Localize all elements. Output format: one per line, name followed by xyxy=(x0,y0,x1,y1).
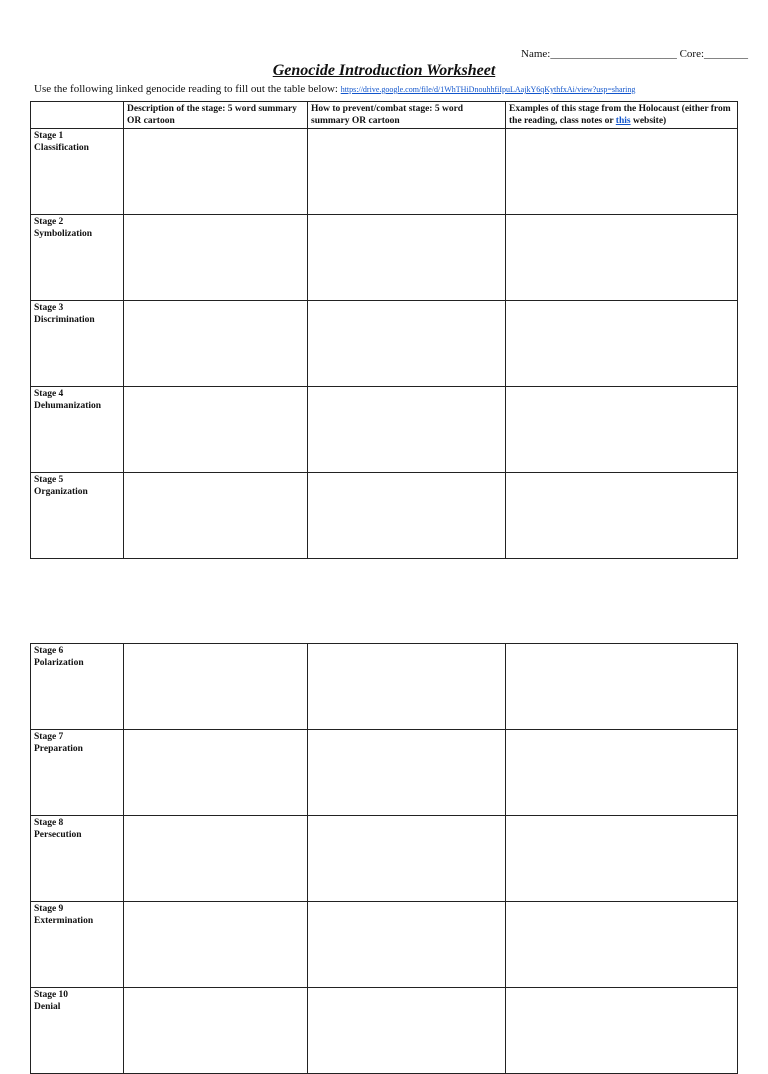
examples-cell[interactable] xyxy=(506,816,738,902)
prevent-cell[interactable] xyxy=(308,902,506,988)
stage-label-cell xyxy=(31,988,124,1074)
stage-label-cell xyxy=(31,816,124,902)
header-examples-text: Examples of this stage from the Holocaust (either from the reading, class notes or xyxy=(509,104,731,126)
examples-cell[interactable] xyxy=(506,215,738,301)
stage-label-cell xyxy=(31,473,124,559)
stage-label-cell xyxy=(31,902,124,988)
name-label: Name: xyxy=(521,48,551,60)
stage-name: Preparation xyxy=(34,744,83,754)
examples-cell[interactable] xyxy=(506,988,738,1074)
prevent-cell[interactable] xyxy=(308,387,506,473)
examples-cell[interactable] xyxy=(506,301,738,387)
stage-number: Stage 3 xyxy=(34,303,64,313)
header-blank-cell xyxy=(31,102,124,129)
stage-name: Extermination xyxy=(34,916,94,926)
description-cell[interactable] xyxy=(124,301,308,387)
description-cell[interactable] xyxy=(124,816,308,902)
stage-number: Stage 10 xyxy=(34,990,69,1000)
examples-cell[interactable] xyxy=(506,387,738,473)
prevent-cell[interactable] xyxy=(308,129,506,215)
examples-cell[interactable] xyxy=(506,902,738,988)
stage-name: Classification xyxy=(34,143,89,153)
header-examples-suffix: website) xyxy=(630,116,667,126)
header-row xyxy=(31,102,738,129)
prevent-cell[interactable] xyxy=(308,988,506,1074)
prevent-cell[interactable] xyxy=(308,644,506,730)
examples-cell[interactable] xyxy=(506,730,738,816)
stage-name: Denial xyxy=(34,1002,61,1012)
stage-row xyxy=(31,816,738,902)
stage-number: Stage 7 xyxy=(34,732,64,742)
description-cell[interactable] xyxy=(124,129,308,215)
stage-row xyxy=(31,215,738,301)
stage-label-cell xyxy=(31,730,124,816)
name-core-line xyxy=(521,48,748,60)
core-label: Core: xyxy=(679,48,705,60)
description-cell[interactable] xyxy=(124,387,308,473)
stage-number: Stage 5 xyxy=(34,475,64,485)
stage-number: Stage 1 xyxy=(34,131,64,141)
stages-table-page-2 xyxy=(30,643,738,1074)
instructions-text: Use the following linked genocide reading to fill out the table below: xyxy=(34,83,341,95)
description-cell[interactable] xyxy=(124,215,308,301)
stage-row xyxy=(31,387,738,473)
examples-cell[interactable] xyxy=(506,644,738,730)
stage-label-cell xyxy=(31,301,124,387)
stage-row xyxy=(31,301,738,387)
header-prevent: How to prevent/combat stage: 5 word summary OR cartoon xyxy=(308,102,506,129)
stage-row xyxy=(31,473,738,559)
description-cell[interactable] xyxy=(124,730,308,816)
stage-label-cell xyxy=(31,129,124,215)
stage-number: Stage 9 xyxy=(34,904,64,914)
header-examples xyxy=(506,102,738,129)
prevent-cell[interactable] xyxy=(308,730,506,816)
description-cell[interactable] xyxy=(124,988,308,1074)
prevent-cell[interactable] xyxy=(308,301,506,387)
stage-row xyxy=(31,129,738,215)
header-description: Description of the stage: 5 word summary OR cartoon xyxy=(124,102,308,129)
worksheet-title: Genocide Introduction Worksheet xyxy=(272,62,496,79)
core-field[interactable]: ________ xyxy=(704,48,749,60)
stage-number: Stage 6 xyxy=(34,646,64,656)
stage-label-cell xyxy=(31,387,124,473)
stage-label-cell xyxy=(31,644,124,730)
examples-cell[interactable] xyxy=(506,129,738,215)
stage-row xyxy=(31,988,738,1074)
prevent-cell[interactable] xyxy=(308,816,506,902)
stage-name: Dehumanization xyxy=(34,401,102,411)
reading-link[interactable]: https://drive.google.com/file/d/1WhTHiDnouhhfiIpuLAajkY6qKythfxAi/view?usp=sharing xyxy=(340,85,636,94)
description-cell[interactable] xyxy=(124,902,308,988)
stage-name: Polarization xyxy=(34,658,84,668)
stages-table-page-1 xyxy=(30,101,738,559)
stage-number: Stage 8 xyxy=(34,818,64,828)
description-cell[interactable] xyxy=(124,473,308,559)
examples-cell[interactable] xyxy=(506,473,738,559)
description-cell[interactable] xyxy=(124,644,308,730)
stage-name: Symbolization xyxy=(34,229,93,239)
prevent-cell[interactable] xyxy=(308,473,506,559)
stage-row xyxy=(31,730,738,816)
prevent-cell[interactable] xyxy=(308,215,506,301)
name-field[interactable]: _______________________ xyxy=(550,48,677,60)
stage-number: Stage 2 xyxy=(34,217,64,227)
stage-number: Stage 4 xyxy=(34,389,64,399)
this-website-link[interactable]: this xyxy=(615,116,631,126)
stage-row xyxy=(31,902,738,988)
stage-name: Organization xyxy=(34,487,88,497)
stage-row xyxy=(31,644,738,730)
instructions xyxy=(34,83,635,95)
stage-name: Discrimination xyxy=(34,315,95,325)
stage-label-cell xyxy=(31,215,124,301)
stage-name: Persecution xyxy=(34,830,82,840)
